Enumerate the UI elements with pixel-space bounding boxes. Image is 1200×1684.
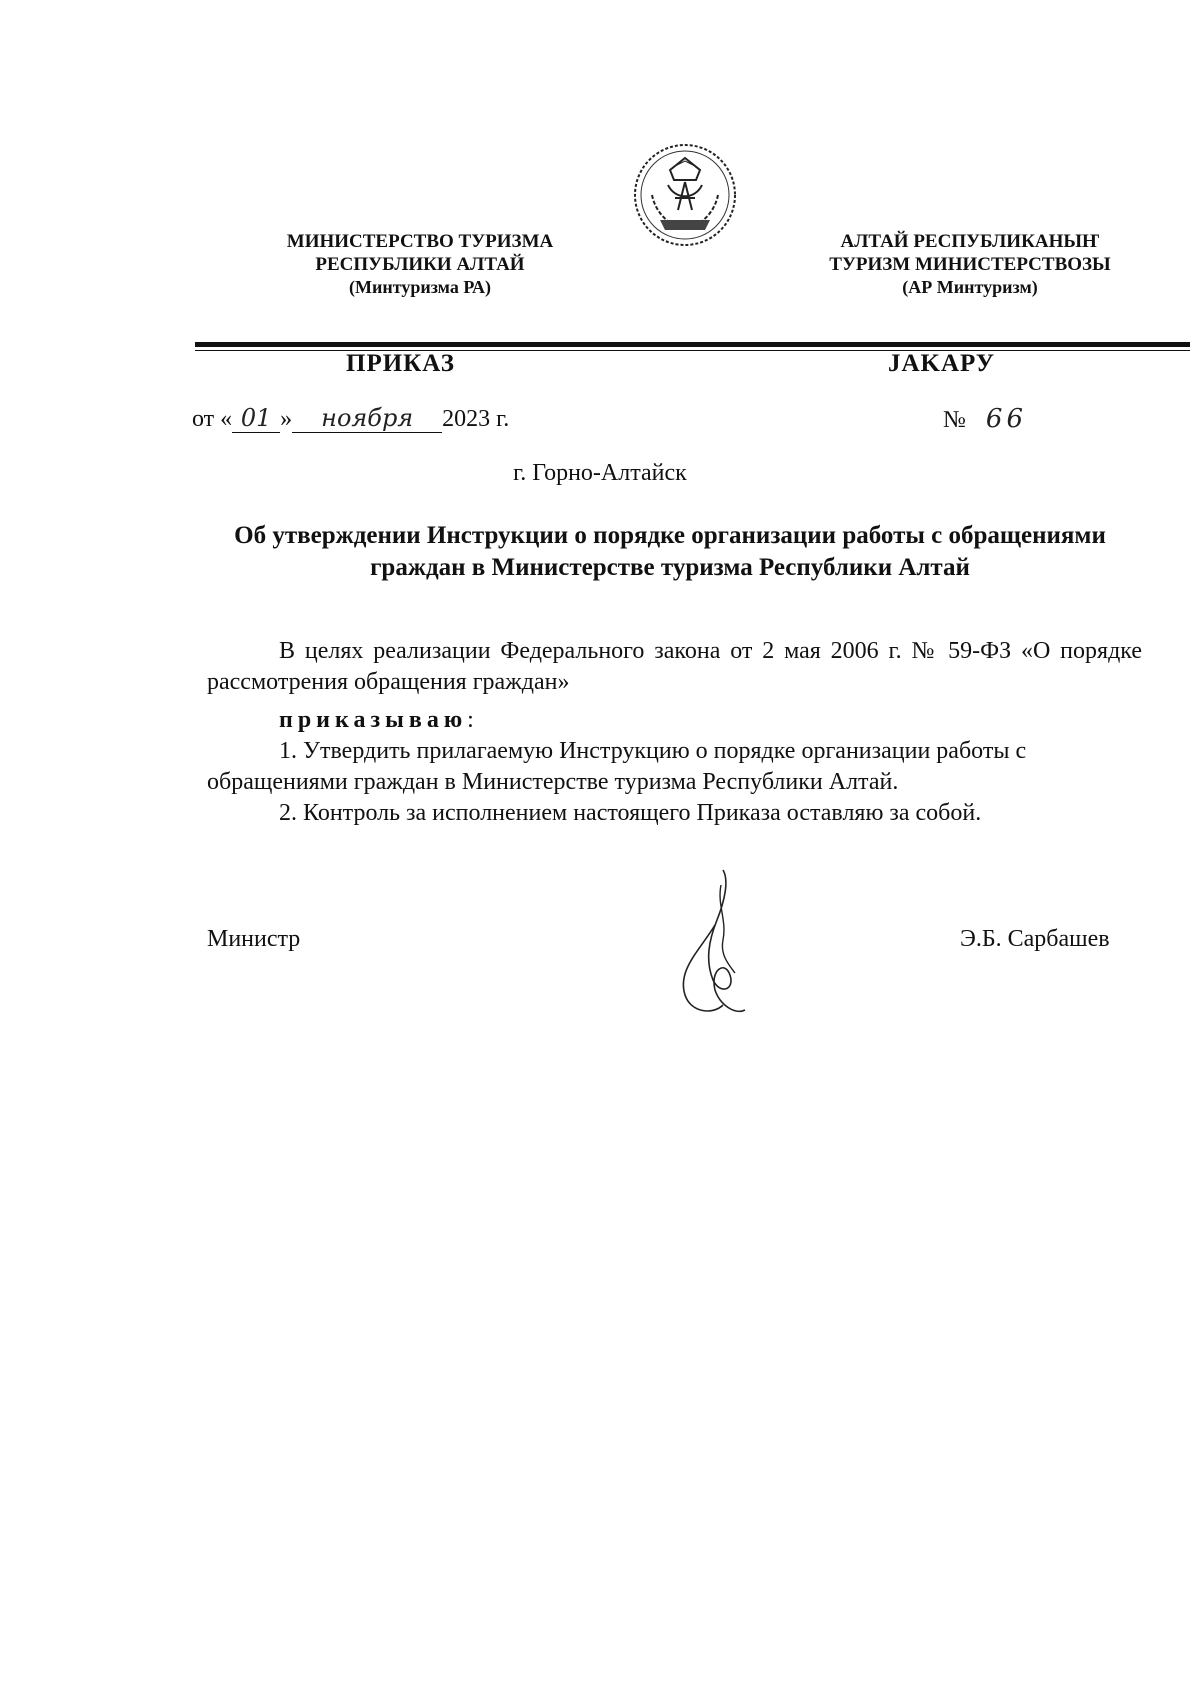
ministry-name-alt-line1: АЛТАЙ РЕСПУБЛИКАНЫҤ	[840, 231, 1100, 252]
preamble-paragraph: В целях реализации Федерального закона от 2 мая 2006 г. № 59-ФЗ «О порядке рассмотрения обращения граждан»	[207, 638, 1142, 695]
order-word	[279, 705, 474, 736]
ministry-name-alt	[810, 230, 1130, 299]
order-number	[943, 404, 1027, 434]
date-day-handwritten: 01	[232, 404, 280, 433]
ministry-abbr-alt: (АР Минтуризм)	[902, 277, 1038, 297]
order-word-colon: :	[467, 707, 474, 733]
number-handwritten: 66	[985, 404, 1027, 434]
order-word-text: приказываю	[279, 707, 468, 733]
order-item-2: 2. Контроль за исполнением настоящего Приказа оставляю за собой.	[279, 800, 982, 826]
date-year: 2023 г.	[442, 406, 510, 432]
document-title: Об утверждении Инструкции о порядке организации работы с обращениями граждан в Министерстве туризма Республики Алтай	[234, 522, 1106, 581]
signer-name: Э.Б. Сарбашев	[960, 926, 1110, 952]
order-date	[192, 404, 509, 433]
doc-type-alt: JAKAРУ	[888, 350, 996, 377]
ministry-name-ru	[250, 230, 590, 299]
signer-title: Министр	[207, 926, 301, 952]
signature-mark	[665, 865, 770, 1030]
doc-type-ru: ПРИКАЗ	[346, 350, 455, 377]
date-prefix: от «	[192, 406, 233, 432]
coat-of-arms-icon	[630, 140, 740, 250]
date-mid: »	[280, 406, 293, 432]
number-label: №	[943, 407, 966, 433]
header-rule-thin	[195, 350, 1190, 351]
ministry-abbr: (Минтуризма РА)	[348, 277, 491, 297]
city: г. Горно-Алтайск	[513, 460, 687, 486]
ministry-name-line2: РЕСПУБЛИКИ АЛТАЙ	[315, 254, 525, 275]
ministry-name-line1: МИНИСТЕРСТВО ТУРИЗМА	[286, 231, 554, 252]
date-month-handwritten: ноября	[292, 404, 442, 433]
ministry-name-alt-line2: ТУРИЗМ МИНИСТЕРСТВОЗЫ	[829, 254, 1111, 275]
order-item-1: 1. Утвердить прилагаемую Инструкцию о порядке организации работы с обращениями граждан в Министерстве туризма Республики Алтай.	[207, 738, 1027, 795]
header-rule-thick	[195, 342, 1190, 347]
